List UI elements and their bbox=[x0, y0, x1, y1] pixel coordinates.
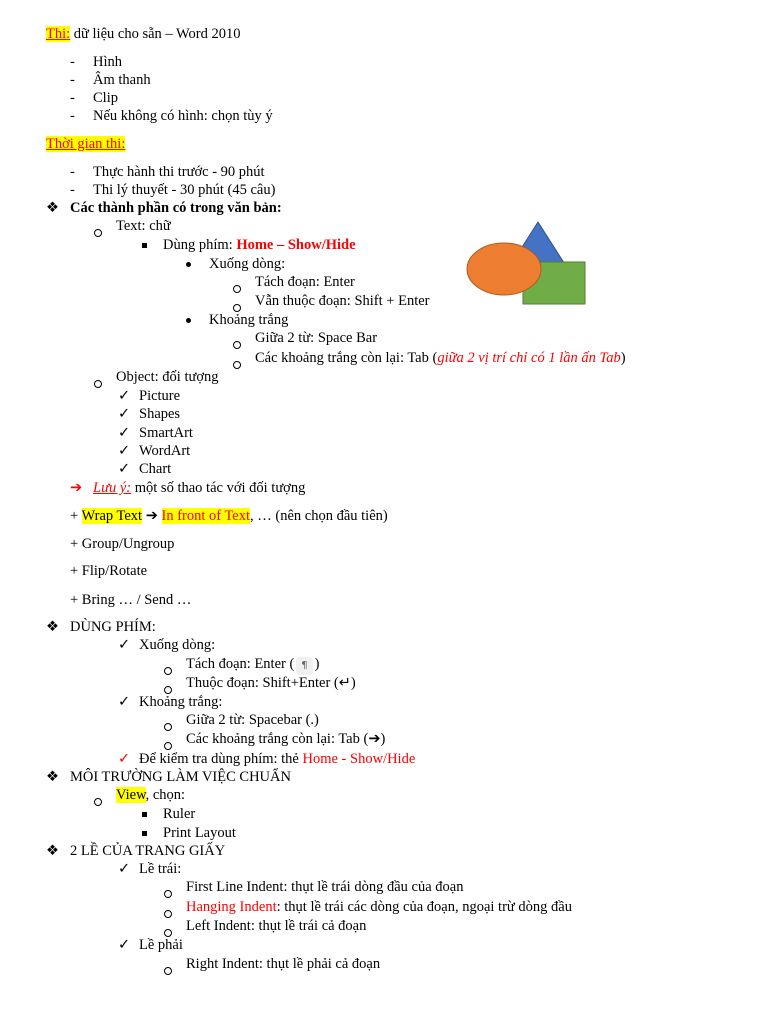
exam-line bbox=[46, 25, 241, 43]
shapes-illustration bbox=[466, 220, 588, 308]
checkmark-icon: ✓ bbox=[118, 461, 131, 477]
diamond-bullet-icon: ❖ bbox=[46, 619, 59, 635]
ellipse-shape bbox=[467, 243, 541, 295]
circle-bullet-icon bbox=[233, 279, 241, 297]
flip-line: + Flip/Rotate bbox=[70, 563, 148, 579]
group-line: + Group/Ungroup bbox=[70, 536, 175, 552]
pilcrow-icon: ¶ bbox=[296, 657, 312, 675]
right-arrow-icon: ➔ bbox=[70, 480, 83, 496]
dot-bullet-icon bbox=[186, 311, 191, 329]
circle-bullet-icon bbox=[164, 904, 172, 922]
right-arrow-icon: ➔ bbox=[368, 731, 381, 747]
circle-bullet-icon bbox=[94, 792, 102, 810]
checkmark-icon: ✓ bbox=[118, 861, 131, 877]
circle-bullet-icon bbox=[164, 884, 172, 902]
dot-bullet-icon bbox=[186, 255, 191, 273]
checkmark-icon: ✓ bbox=[118, 751, 131, 767]
circle-bullet-icon bbox=[164, 661, 172, 679]
circle-bullet-icon bbox=[233, 355, 241, 373]
circle-bullet-icon bbox=[164, 717, 172, 735]
time-label: Thời gian thi: bbox=[46, 136, 126, 152]
checkmark-icon: ✓ bbox=[118, 443, 131, 459]
diamond-bullet-icon: ❖ bbox=[46, 769, 59, 785]
circle-bullet-icon bbox=[233, 335, 241, 353]
circle-bullet-icon bbox=[164, 961, 172, 979]
diamond-bullet-icon: ❖ bbox=[46, 843, 59, 859]
wrap-line: + Wrap Text ➔ In front of Text, … (nên chọn đầu tiên) bbox=[70, 508, 388, 524]
exam-text: dữ liệu cho sẵn – Word 2010 bbox=[73, 26, 241, 42]
right-arrow-icon: ➔ bbox=[145, 508, 158, 524]
checkmark-icon: ✓ bbox=[118, 406, 131, 422]
checkmark-icon: ✓ bbox=[118, 425, 131, 441]
checkmark-icon: ✓ bbox=[118, 388, 131, 404]
exam-label: Thi: bbox=[46, 26, 71, 42]
square-bullet-icon bbox=[142, 805, 147, 823]
bring-line: + Bring … / Send … bbox=[70, 592, 192, 608]
checkmark-icon: ✓ bbox=[118, 937, 131, 953]
diamond-bullet-icon: ❖ bbox=[46, 200, 59, 216]
circle-bullet-icon bbox=[94, 374, 102, 392]
circle-bullet-icon bbox=[94, 223, 102, 241]
checkmark-icon: ✓ bbox=[118, 694, 131, 710]
checkmark-icon: ✓ bbox=[118, 637, 131, 653]
square-bullet-icon bbox=[142, 236, 147, 254]
square-bullet-icon bbox=[142, 824, 147, 842]
